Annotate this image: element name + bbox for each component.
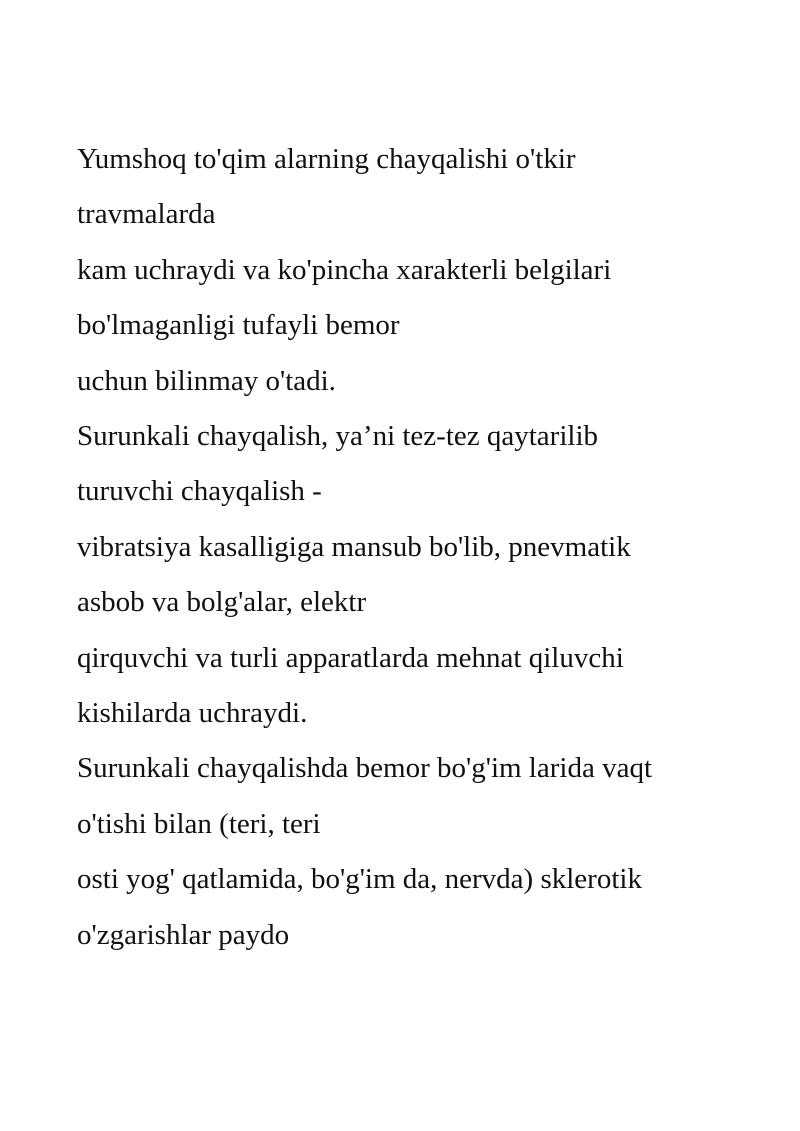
text-line: Surunkali chayqalishda bemor bo'g'im larida vaqt bbox=[77, 752, 653, 785]
text-line: Surunkali chayqalish, ya’ni tez-tez qaytarilib bbox=[77, 420, 599, 453]
text-line: o'tishi bilan (teri, teri bbox=[77, 807, 321, 840]
text-line: travmalarda bbox=[77, 198, 216, 231]
text-line: kam uchraydi va ko'pincha xarakterli belgilari bbox=[77, 253, 612, 286]
text-line: kishilarda uchraydi. bbox=[77, 697, 308, 730]
text-line: o'zgarishlar paydo bbox=[77, 918, 290, 951]
text-line: turuvchi chayqalish - bbox=[77, 475, 322, 508]
body-text bbox=[77, 132, 777, 963]
text-line: Yumshoq to'qim alarning chayqalishi o'tkir bbox=[77, 143, 576, 175]
text-line: qirquvchi va turli apparatlarda mehnat qiluvchi bbox=[77, 641, 624, 674]
text-line: asbob va bolg'alar, elektr bbox=[77, 586, 367, 619]
text-line: uchun bilinmay o'tadi. bbox=[77, 364, 336, 397]
text-line: osti yog' qatlamida, bo'g'im da, nervda) sklerotik bbox=[77, 863, 642, 896]
text-line: bo'lmaganligi tufayli bemor bbox=[77, 309, 400, 342]
text-line: vibratsiya kasalligiga mansub bo'lib, pnevmatik bbox=[77, 530, 631, 563]
